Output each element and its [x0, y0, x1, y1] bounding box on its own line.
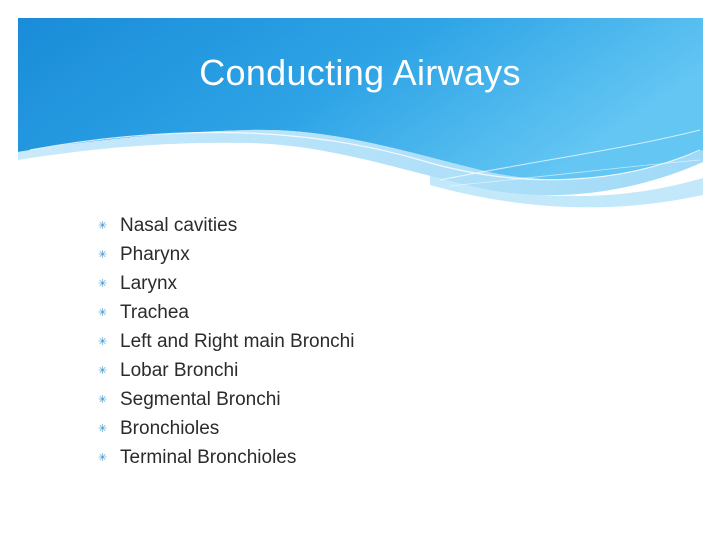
list-item-text: Bronchioles: [120, 417, 220, 439]
list-item-text: Larynx: [120, 272, 178, 294]
list-item: [98, 385, 354, 414]
list-item: [98, 356, 354, 385]
slide-title: Conducting Airways: [199, 52, 521, 93]
list-item-text: Terminal Bronchioles: [120, 446, 297, 468]
list-item: [98, 240, 354, 269]
list-item: [98, 211, 354, 240]
asterisk-bullet-icon: ✳: [98, 451, 108, 464]
asterisk-bullet-icon: ✳: [98, 422, 108, 435]
asterisk-bullet-icon: ✳: [98, 277, 108, 290]
list-item: [98, 414, 354, 443]
asterisk-bullet-icon: ✳: [98, 393, 108, 406]
asterisk-bullet-icon: ✳: [98, 335, 108, 348]
list-item-text: Segmental Bronchi: [120, 388, 281, 410]
list-item: [98, 269, 354, 298]
list-item-text: Lobar Bronchi: [120, 359, 239, 381]
list-item: [98, 298, 354, 327]
header-wave-band: [0, 0, 720, 220]
asterisk-bullet-icon: ✳: [98, 219, 108, 232]
list-item: [98, 327, 354, 356]
list-item-text: Nasal cavities: [120, 214, 238, 236]
bullet-list: [98, 211, 354, 472]
asterisk-bullet-icon: ✳: [98, 306, 108, 319]
asterisk-bullet-icon: ✳: [98, 364, 108, 377]
list-item-text: Left and Right main Bronchi: [120, 330, 355, 352]
list-item-text: Trachea: [120, 301, 189, 323]
list-item-text: Pharynx: [120, 243, 190, 265]
list-item: [98, 443, 354, 472]
asterisk-bullet-icon: ✳: [98, 248, 108, 261]
